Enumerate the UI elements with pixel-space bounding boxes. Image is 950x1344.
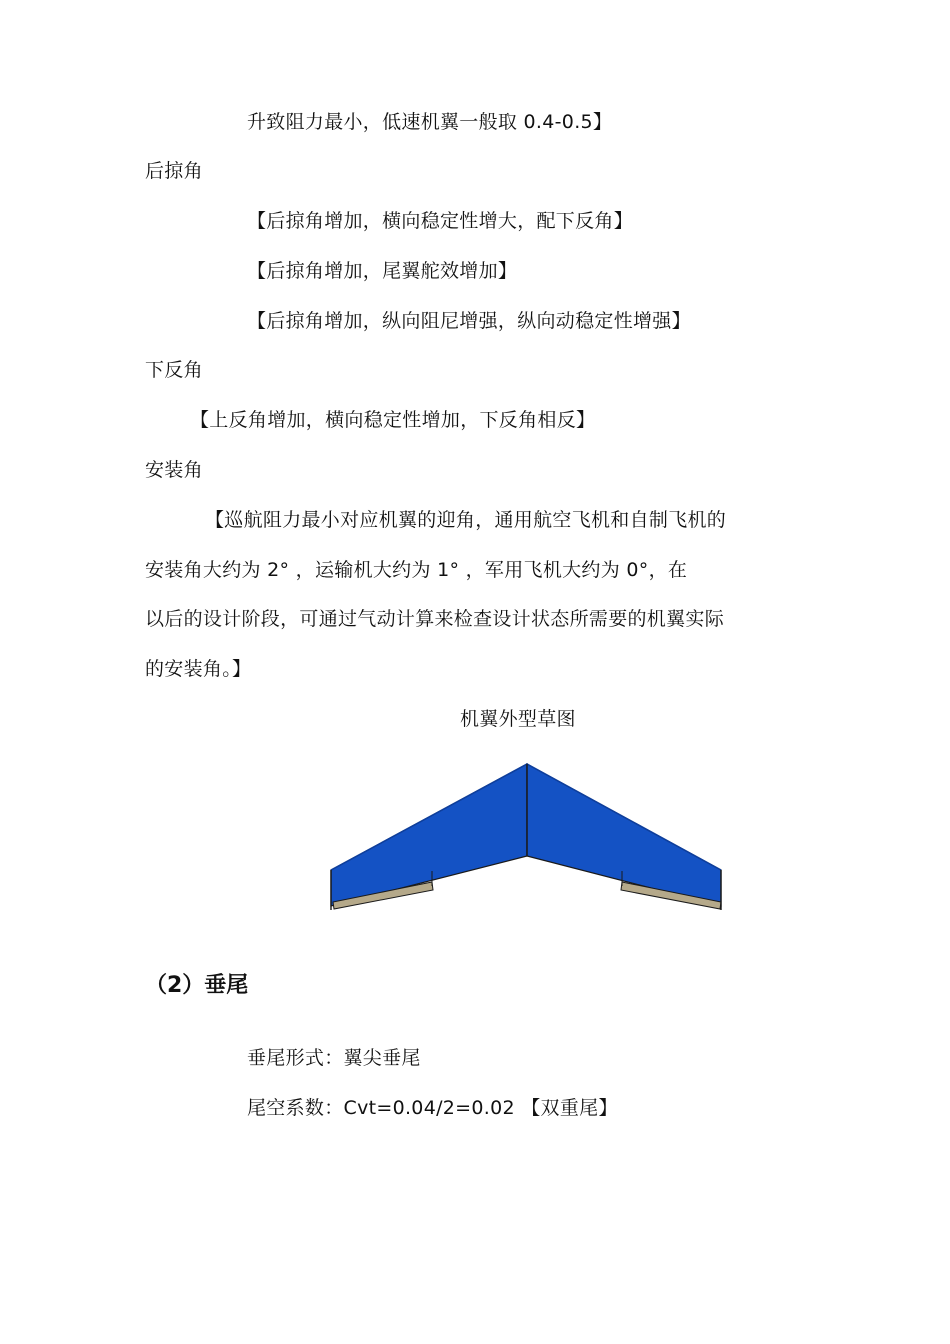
wing-sketch-figure xyxy=(325,758,725,918)
text-line: 升致阻力最小，低速机翼一般取 0.4-0.5】 xyxy=(247,111,613,133)
incidence-paragraph-line: 【巡航阻力最小对应机翼的迎角，通用航空飞机和自制飞机的 xyxy=(205,509,727,531)
section-label-dihedral: 下反角 xyxy=(145,359,203,381)
sweep-note: 【后掠角增加，纵向阻尼增强，纵向动稳定性增强】 xyxy=(247,310,691,332)
vertical-tail-form: 垂尾形式：翼尖垂尾 xyxy=(247,1047,421,1069)
figure-caption: 机翼外型草图 xyxy=(460,708,576,730)
sweep-note: 【后掠角增加，尾翼舵效增加】 xyxy=(247,260,518,282)
section-label-incidence: 安装角 xyxy=(145,459,203,481)
incidence-paragraph-line: 安装角大约为 2° ，运输机大约为 1° ，军用飞机大约为 0°，在 xyxy=(145,559,688,581)
section-label-sweep: 后掠角 xyxy=(145,160,203,182)
section-heading-vertical-tail: （2）垂尾 xyxy=(145,973,249,998)
vertical-tail-coefficient: 尾空系数：Cvt=0.04/2=0.02 【双重尾】 xyxy=(247,1097,618,1119)
dihedral-note: 【上反角增加，横向稳定性增加，下反角相反】 xyxy=(190,409,596,431)
sweep-note: 【后掠角增加，横向稳定性增大，配下反角】 xyxy=(247,210,634,232)
incidence-paragraph-line: 以后的设计阶段，可通过气动计算来检查设计状态所需要的机翼实际 xyxy=(145,608,725,630)
incidence-paragraph-line: 的安装角。】 xyxy=(145,658,252,680)
